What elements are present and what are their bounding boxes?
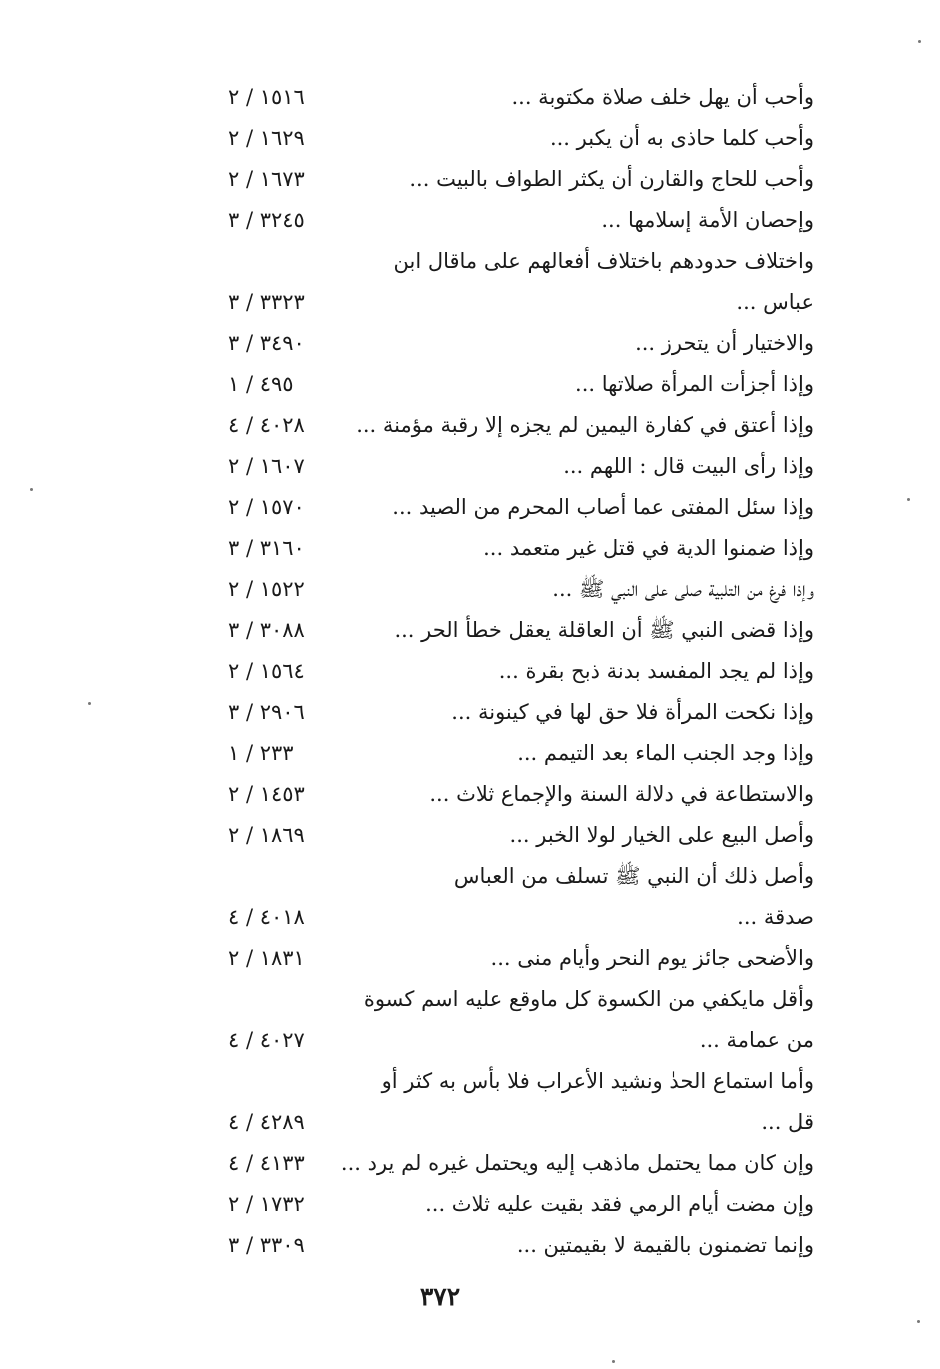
entry-text: وأصل البيع على الخيار لولا الخبر ... <box>509 823 814 847</box>
entry-text: وإذا أعتق في كفارة اليمين لم يجزه إلا رقبة مؤمنة ... <box>356 413 814 437</box>
scan-speck <box>612 1360 615 1363</box>
index-entry <box>228 365 814 406</box>
entry-text: وأحب أن يهل خلف صلاة مكتوبة ... <box>511 85 814 109</box>
index-entry <box>228 160 814 201</box>
entry-reference: ٢٣٣ / ١ <box>228 741 294 765</box>
entry-text: وإذا أجزأت المرأة صلاتها ... <box>575 372 814 396</box>
scan-speck <box>30 488 33 491</box>
entry-reference: ٤٩٥ / ١ <box>228 372 294 396</box>
entry-reference: ١٧٣٢ / ٢ <box>228 1192 305 1216</box>
entry-reference: ٣٠٨٨ / ٣ <box>228 618 305 642</box>
entry-reference: ٣١٦٠ / ٣ <box>228 536 305 560</box>
index-list <box>228 78 814 1267</box>
index-entry <box>228 119 814 160</box>
entry-text: واختلاف حدودهم باختلاف أفعالهم على ماقال ابن <box>393 249 814 273</box>
entry-text: والأضحى جائز يوم النحر وأيام منى ... <box>490 946 814 970</box>
index-entry <box>228 406 814 447</box>
entry-reference: ١٥١٦ / ٢ <box>228 85 305 109</box>
entry-text: والاستطاعة في دلالة السنة والإجماع ثلاث ... <box>429 782 814 806</box>
index-entry <box>228 816 814 857</box>
entry-text: وإذا نكحت المرأة فلا حق لها في كينونة ... <box>451 700 814 724</box>
entry-text: وإذا رأى البيت قال : اللهم ... <box>563 454 814 478</box>
index-entry <box>228 1185 814 1226</box>
entry-text: من عمامة ... <box>699 1028 814 1052</box>
entry-text: والاختيار أن يتحرز ... <box>635 331 814 355</box>
entry-text: قل ... <box>761 1110 814 1134</box>
entry-reference: ١٤٥٣ / ٢ <box>228 782 305 806</box>
entry-text: وإن مضت أيام الرمي فقد بقيت عليه ثلاث ... <box>425 1192 814 1216</box>
entry-text: وإذا سئل المفتى عما أصاب المحرم من الصيد ... <box>392 495 814 519</box>
entry-reference: ٤٠٢٧ / ٤ <box>228 1028 305 1052</box>
entry-reference: ٣٣٢٣ / ٣ <box>228 290 305 314</box>
entry-text: وإذا ضمنوا الدية في قتل غير متعمد ... <box>483 536 814 560</box>
index-entry <box>228 488 814 529</box>
index-entry <box>228 1226 814 1267</box>
entry-text: وإذا قضى النبي ﷺ أن العاقلة يعقل خطأ الحر ... <box>394 618 814 642</box>
index-entry <box>228 693 814 734</box>
entry-reference: ١٥٧٠ / ٢ <box>228 495 305 519</box>
entry-reference: ٤٠٢٨ / ٤ <box>228 413 305 437</box>
index-entry <box>228 939 814 980</box>
entry-reference: ١٨٣١ / ٢ <box>228 946 305 970</box>
entry-reference: ١٥٦٤ / ٢ <box>228 659 305 683</box>
index-entry <box>228 570 814 611</box>
index-entry <box>228 898 814 939</box>
entry-reference: ١٦٠٧ / ٢ <box>228 454 305 478</box>
index-entry <box>228 283 814 324</box>
entry-text: وأصل ذلك أن النبي ﷺ تسلف من العباس <box>453 864 814 888</box>
entry-reference: ٣٣٠٩ / ٣ <box>228 1233 305 1257</box>
entry-reference: ١٦٧٣ / ٢ <box>228 167 305 191</box>
entry-reference: ٣٤٩٠ / ٣ <box>228 331 305 355</box>
entry-reference: ٤٢٨٩ / ٤ <box>228 1110 305 1134</box>
entry-text: وإن كان مما يحتمل ماذهب إليه ويحتمل غيره لم يرد ... <box>340 1151 814 1175</box>
index-entry <box>228 652 814 693</box>
index-entry <box>228 201 814 242</box>
entry-text: وأما استماع الحدٰ ونشيد الأعراب فلا بأس به كثر أو <box>381 1069 814 1093</box>
entry-text: وإذا وجد الجنب الماء بعد التيمم ... <box>517 741 814 765</box>
entry-reference: ٢٩٠٦ / ٣ <box>228 700 305 724</box>
index-entry <box>228 734 814 775</box>
entry-text: وأحب للحاج والقارن أن يكثر الطواف بالبيت ... <box>409 167 814 191</box>
entry-reference: ١٦٢٩ / ٢ <box>228 126 305 150</box>
index-entry <box>228 1103 814 1144</box>
page-number: ٣٧٢ <box>419 1282 461 1311</box>
index-entry <box>228 775 814 816</box>
entry-text: وإذا لم يجد المفسد بدنة ذبح بقرة ... <box>498 659 814 683</box>
entry-text: عباس ... <box>736 290 814 314</box>
index-entry <box>228 529 814 570</box>
entry-reference: ١٨٦٩ / ٢ <box>228 823 305 847</box>
scan-speck <box>907 498 910 501</box>
index-entry <box>228 78 814 119</box>
entry-reference: ٤١٣٣ / ٤ <box>228 1151 305 1175</box>
entry-text: وإنما تضمنون بالقيمة لا بقيمتين ... <box>516 1233 814 1257</box>
scan-speck <box>918 40 921 43</box>
entry-text: وإذا فرغ من التلبية صلى على النبي ﷺ ... <box>552 577 814 601</box>
index-entry <box>228 857 814 898</box>
entry-reference: ١٥٢٢ / ٢ <box>228 577 305 601</box>
index-entry <box>228 242 814 283</box>
entry-reference: ٣٢٤٥ / ٣ <box>228 208 305 232</box>
entry-text: وأقل مايكفي من الكسوة كل ماوقع عليه اسم كسوة <box>363 987 814 1011</box>
entry-text: وإحصان الأمة إسلامها ... <box>601 208 814 232</box>
index-entry <box>228 1144 814 1185</box>
entry-text: صدقة ... <box>737 905 814 929</box>
index-entry <box>228 611 814 652</box>
index-entry <box>228 447 814 488</box>
scan-speck <box>88 702 91 705</box>
index-entry <box>228 324 814 365</box>
index-entry <box>228 980 814 1021</box>
index-entry <box>228 1062 814 1103</box>
entry-text: وأحب كلما حاذى به أن يكبر ... <box>549 126 814 150</box>
scan-speck <box>917 1320 920 1323</box>
entry-reference: ٤٠١٨ / ٤ <box>228 905 305 929</box>
index-entry <box>228 1021 814 1062</box>
